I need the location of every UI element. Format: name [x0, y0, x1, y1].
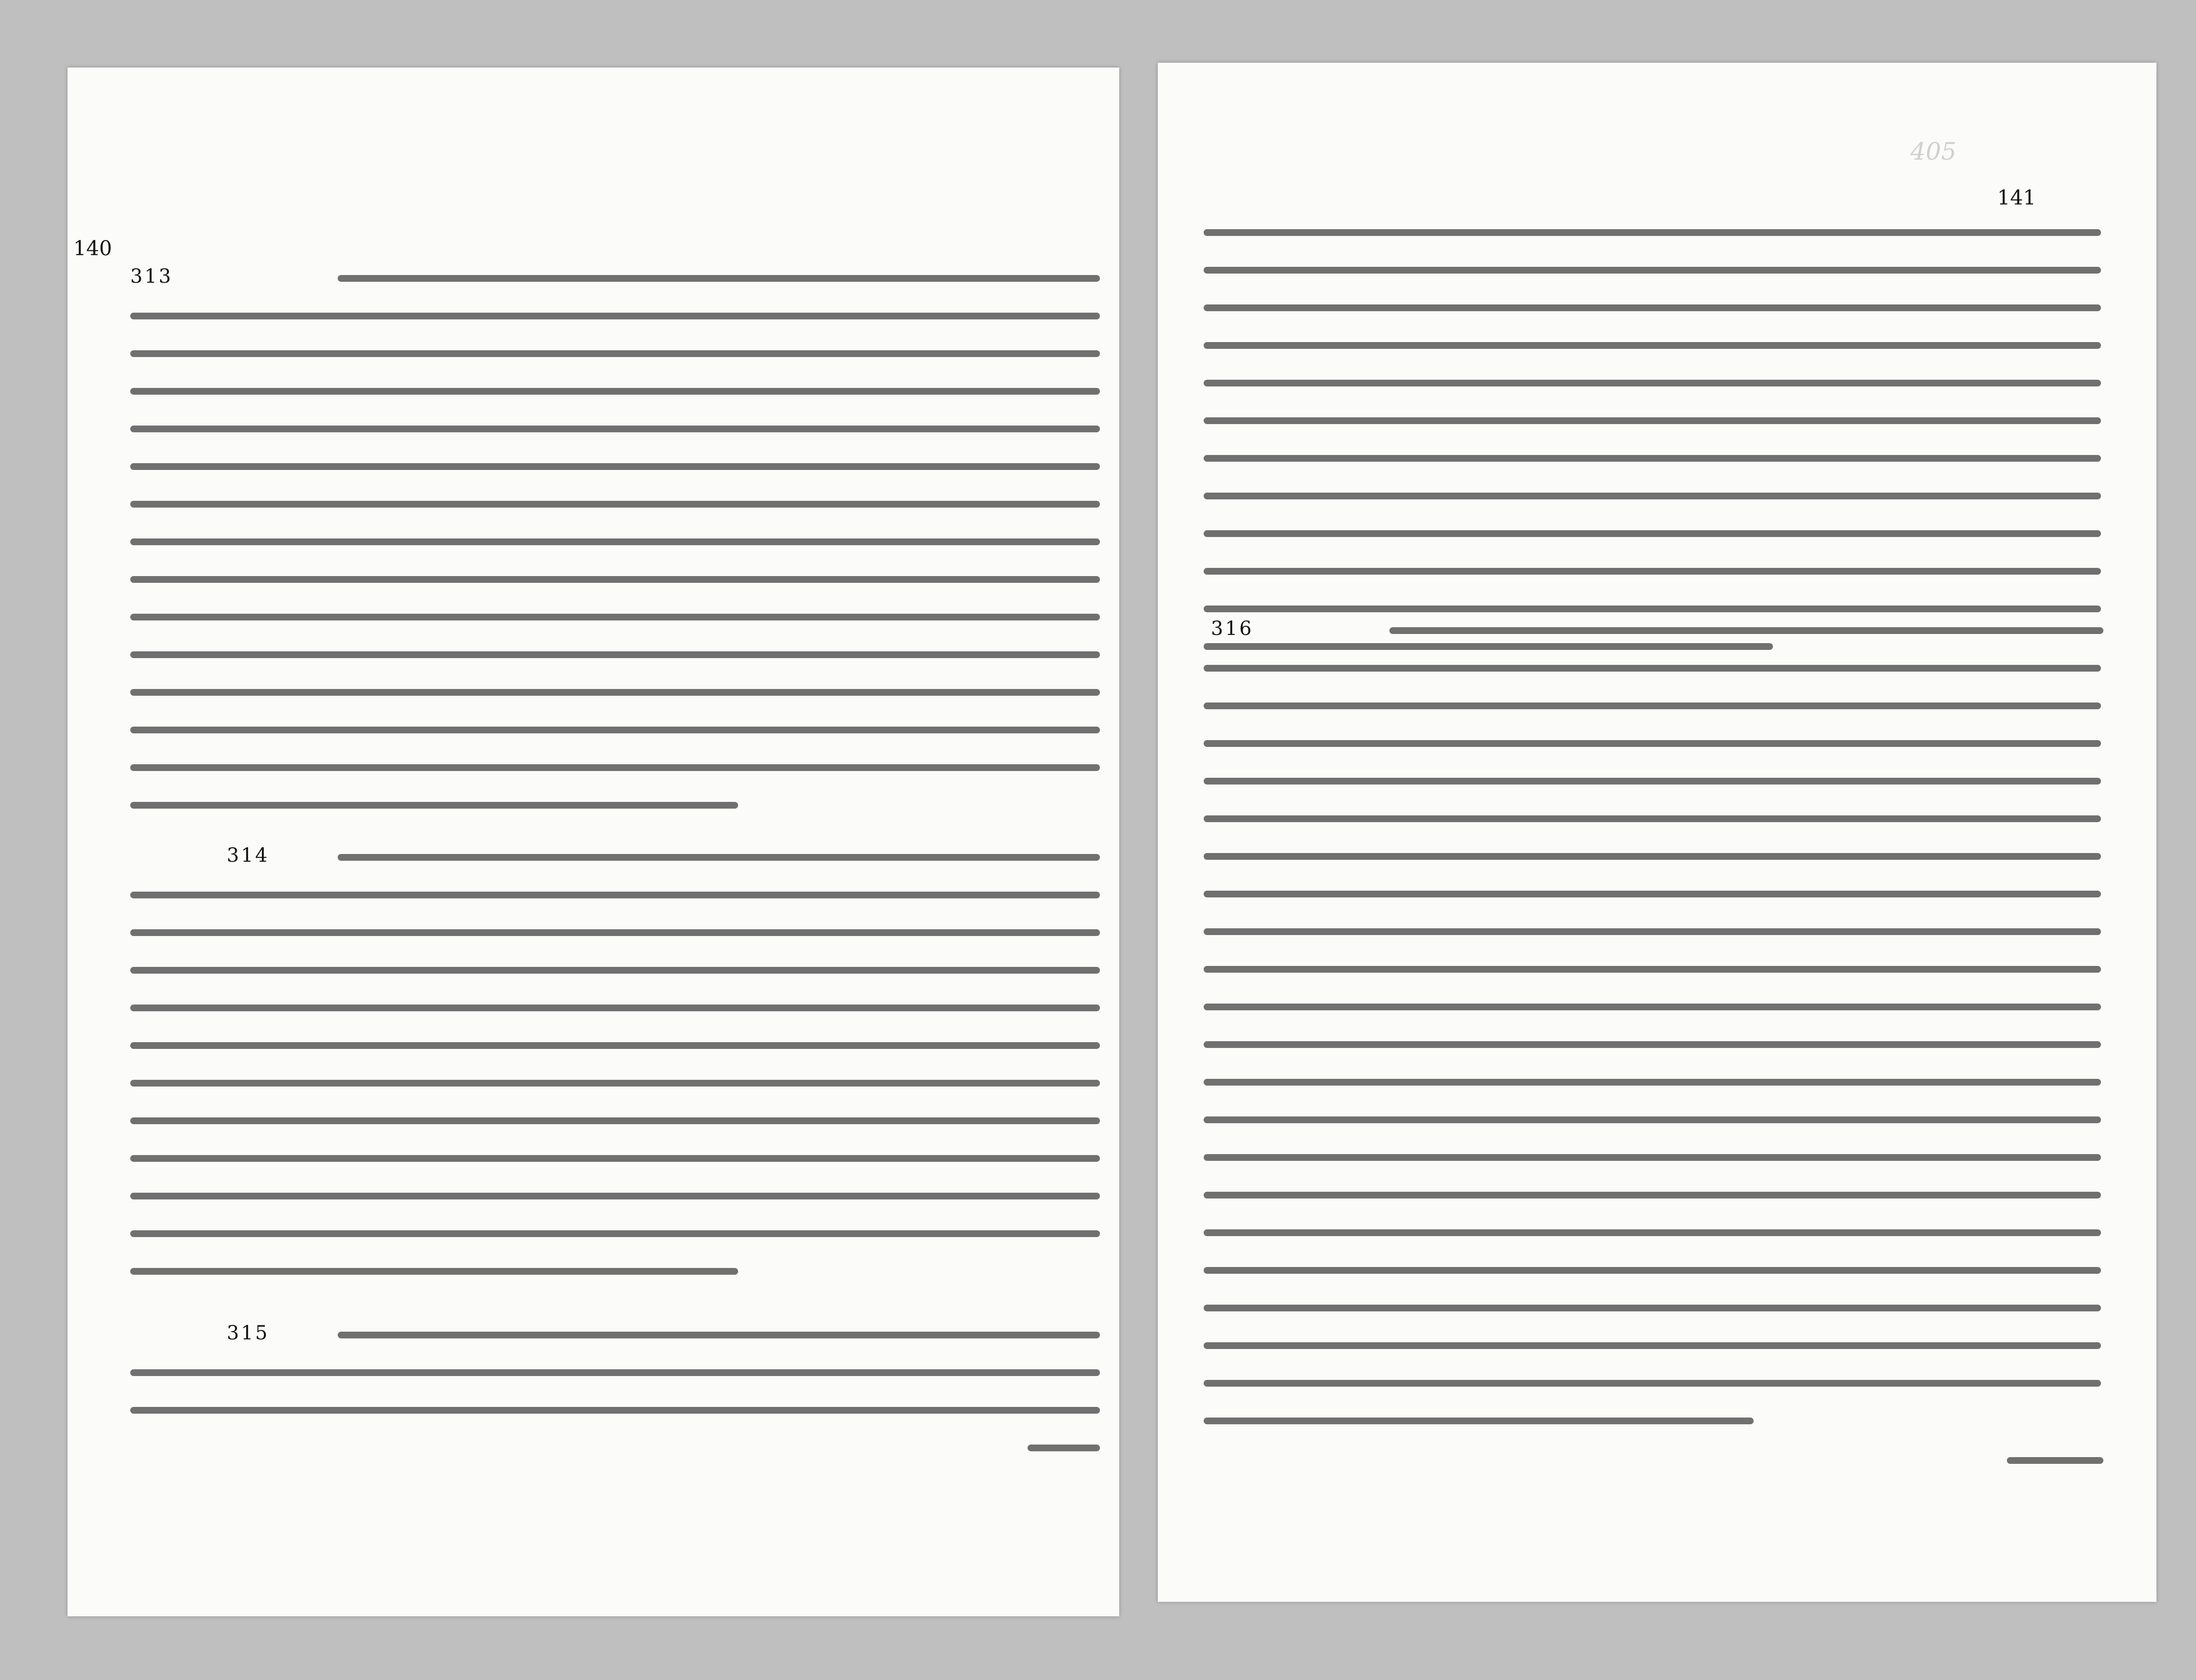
illegible-text-line	[130, 892, 1100, 898]
illegible-text-line	[130, 1230, 1100, 1237]
illegible-text-line	[1204, 928, 2101, 935]
illegible-text-line	[1204, 304, 2101, 311]
illegible-text-line	[130, 1155, 1100, 1162]
illegible-text-line	[1204, 1116, 2101, 1123]
illegible-text-line	[130, 727, 1100, 733]
right-page	[1158, 63, 2156, 1602]
illegible-text-line	[1204, 665, 2101, 672]
illegible-text-line	[1204, 455, 2101, 462]
illegible-text-line	[338, 275, 1100, 282]
left-page-number: 140	[73, 236, 112, 260]
illegible-text-line	[1389, 627, 2103, 634]
section-number-313: 313	[130, 265, 173, 288]
illegible-text-line	[2007, 1457, 2103, 1464]
illegible-text-line	[1204, 1004, 2101, 1010]
illegible-text-line	[130, 802, 738, 809]
section-number-315: 315	[227, 1322, 270, 1344]
illegible-text-line	[130, 1042, 1100, 1049]
section-number-316: 316	[1211, 618, 1254, 640]
illegible-text-line	[1204, 380, 2101, 386]
illegible-text-line	[1204, 853, 2101, 860]
illegible-text-line	[1204, 1192, 2101, 1198]
illegible-text-line	[1204, 1229, 2101, 1236]
illegible-text-line	[130, 1407, 1100, 1414]
illegible-text-line	[1204, 1079, 2101, 1086]
illegible-text-line	[1204, 606, 2101, 612]
illegible-text-line	[130, 350, 1100, 357]
illegible-text-line	[130, 689, 1100, 696]
illegible-text-line	[1028, 1445, 1100, 1451]
illegible-text-line	[338, 854, 1100, 861]
illegible-text-line	[1204, 1305, 2101, 1311]
illegible-text-line	[130, 764, 1100, 771]
illegible-text-line	[1204, 1342, 2101, 1349]
illegible-text-line	[1204, 643, 1773, 650]
illegible-text-line	[130, 426, 1100, 432]
illegible-text-line	[130, 614, 1100, 620]
illegible-text-line	[1204, 493, 2101, 499]
illegible-text-line	[130, 1268, 738, 1275]
illegible-text-line	[130, 538, 1100, 545]
illegible-text-line	[130, 1080, 1100, 1087]
illegible-text-line	[1204, 229, 2101, 236]
illegible-text-line	[130, 313, 1100, 319]
illegible-text-line	[130, 576, 1100, 583]
illegible-text-line	[130, 1369, 1100, 1376]
illegible-text-line	[1204, 417, 2101, 424]
illegible-text-line	[1204, 1041, 2101, 1048]
illegible-text-line	[1204, 1418, 1754, 1424]
illegible-text-line	[338, 1332, 1100, 1338]
illegible-text-line	[1204, 966, 2101, 973]
illegible-text-line	[130, 651, 1100, 658]
pencil-page-mark: 405	[1910, 138, 1957, 165]
right-page-number: 141	[1997, 186, 2036, 209]
illegible-text-line	[1204, 1154, 2101, 1161]
illegible-text-line	[1204, 891, 2101, 897]
illegible-text-line	[130, 388, 1100, 395]
illegible-text-line	[1204, 342, 2101, 349]
illegible-text-line	[130, 501, 1100, 508]
illegible-text-line	[1204, 702, 2101, 709]
illegible-text-line	[1204, 778, 2101, 785]
illegible-text-line	[130, 1193, 1100, 1199]
illegible-text-line	[130, 1005, 1100, 1011]
illegible-text-line	[1204, 815, 2101, 822]
illegible-text-line	[130, 463, 1100, 470]
section-number-314: 314	[227, 844, 270, 867]
illegible-text-line	[1204, 568, 2101, 575]
illegible-text-line	[1204, 1380, 2101, 1387]
illegible-text-line	[130, 1117, 1100, 1124]
illegible-text-line	[130, 967, 1100, 974]
illegible-text-line	[1204, 530, 2101, 537]
illegible-text-line	[1204, 267, 2101, 274]
illegible-text-line	[1204, 1267, 2101, 1274]
illegible-text-line	[1204, 740, 2101, 747]
illegible-text-line	[130, 929, 1100, 936]
left-page	[68, 68, 1119, 1616]
